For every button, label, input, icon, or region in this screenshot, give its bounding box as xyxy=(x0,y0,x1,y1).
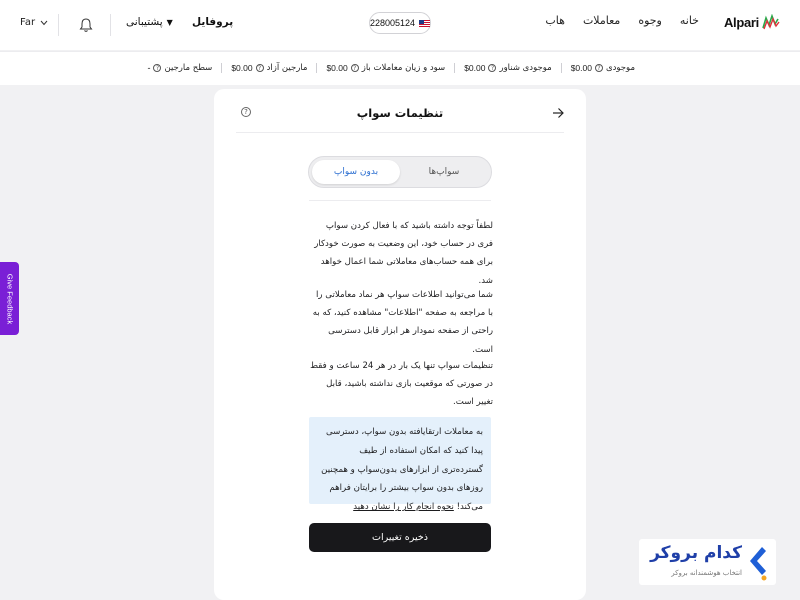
stat-value: $0.00 xyxy=(570,63,592,73)
nav-link-funds[interactable]: وجوه xyxy=(638,14,662,27)
account-stats-bar xyxy=(0,51,800,85)
us-flag-icon xyxy=(419,20,430,27)
support-menu[interactable] xyxy=(126,16,173,28)
nav-link-home[interactable]: خانه xyxy=(679,14,699,27)
info-icon[interactable]: ? xyxy=(488,64,496,72)
chevron-down-icon: ▼ xyxy=(166,17,173,27)
save-changes-button[interactable]: ذخیره تغییرات xyxy=(309,523,491,552)
stat-divider xyxy=(316,63,317,73)
kodambroker-logo-icon xyxy=(744,545,768,581)
top-navbar xyxy=(0,0,800,50)
watermark-subtitle: انتخاب هوشمندانه بروکر xyxy=(671,569,742,577)
card-header xyxy=(236,89,564,133)
content-divider xyxy=(309,200,491,201)
stat-value: - xyxy=(147,63,151,73)
stat-balance xyxy=(571,63,635,73)
nav-divider xyxy=(110,14,111,36)
stat-equity xyxy=(464,63,552,73)
back-arrow-icon[interactable] xyxy=(552,104,564,123)
stat-divider xyxy=(561,63,562,73)
how-it-works-link[interactable]: نحوه انجام کار را نشان دهید xyxy=(353,502,454,513)
alpari-logo[interactable] xyxy=(724,14,780,30)
upgrade-info-box xyxy=(309,417,491,513)
nav-link-hub[interactable]: هاب xyxy=(545,14,565,27)
stat-open-pnl xyxy=(326,63,445,73)
stat-label: مارجین آزاد xyxy=(266,63,308,73)
swap-mode-toggle xyxy=(308,156,492,188)
nav-divider xyxy=(58,14,59,36)
stat-label: سطح مارجین xyxy=(164,63,213,73)
nav-link-trading[interactable]: معاملات xyxy=(582,14,621,27)
info-paragraph: شما می‌توانید اطلاعات سواپ هر نماد معاملاتی را با مراجعه به صفحه "اطلاعات" مشاهده کنید، که به راحتی از صفحه نمودار هر ابزار قابل دسترسی است. xyxy=(312,290,493,355)
account-number: 228005124 xyxy=(370,18,416,28)
help-icon[interactable]: ? xyxy=(241,107,251,117)
info-icon[interactable]: ? xyxy=(351,64,359,72)
support-label: پشتیبانی xyxy=(126,16,163,28)
upgrade-info-text: به معاملات ارتقایافته بدون سواپ، دسترسی پیدا کنید که امکان استفاده از طیف گسترده‌تری از ابزارهای بدون‌سواپ و همچنین روزهای بدون سواپ بیشتر را برایتان فراهم می‌کند! xyxy=(321,427,483,513)
info-icon[interactable]: ? xyxy=(256,64,264,72)
main-nav xyxy=(536,14,708,27)
tab-swaps[interactable]: سواپ‌ها xyxy=(428,167,460,177)
stat-value: $0.00 xyxy=(326,63,348,73)
info-icon[interactable]: ? xyxy=(153,64,161,72)
bell-icon[interactable] xyxy=(79,17,93,37)
info-icon[interactable]: ? xyxy=(595,64,603,72)
chevron-down-icon xyxy=(40,20,48,26)
stat-divider xyxy=(454,63,455,73)
stat-label: سود و زیان معاملات باز xyxy=(361,63,446,73)
stat-label: موجودی شناور xyxy=(499,63,552,73)
give-feedback-tab[interactable] xyxy=(0,262,19,335)
info-paragraph: لطفاً توجه داشته باشید که با فعال کردن سواپ فری در حساب خود، این وضعیت به صورت خودکار برای همه حساب‌های معاملاتی شما اعمال خواهد شد. xyxy=(314,221,493,286)
stat-value: $0.00 xyxy=(231,63,253,73)
logo-text: Alpari xyxy=(723,14,759,30)
stat-margin-level xyxy=(147,63,212,73)
alpari-logo-icon xyxy=(762,14,780,30)
account-selector[interactable] xyxy=(369,12,431,34)
page-title: تنظیمات سواپ xyxy=(356,106,444,120)
language-label: Far xyxy=(20,17,36,28)
stat-label: موجودی xyxy=(605,63,635,73)
stat-value: $0.00 xyxy=(464,63,486,73)
profile-menu[interactable]: پروفایل xyxy=(192,16,234,28)
kodambroker-watermark xyxy=(639,539,776,585)
stat-divider xyxy=(221,63,222,73)
language-selector[interactable] xyxy=(20,17,48,28)
watermark-title: کدام بروکر xyxy=(650,543,742,563)
stat-free-margin xyxy=(231,63,307,73)
feedback-label: Give Feedback xyxy=(5,273,14,324)
swap-settings-card xyxy=(214,89,586,600)
tab-no-swap[interactable]: بدون سواپ xyxy=(312,160,400,184)
info-paragraph: تنظیمات سواپ تنها یک بار در هر 24 ساعت و فقط در صورتی که موقعیت بازی نداشته باشید، قابل تغییر است. xyxy=(310,361,493,408)
